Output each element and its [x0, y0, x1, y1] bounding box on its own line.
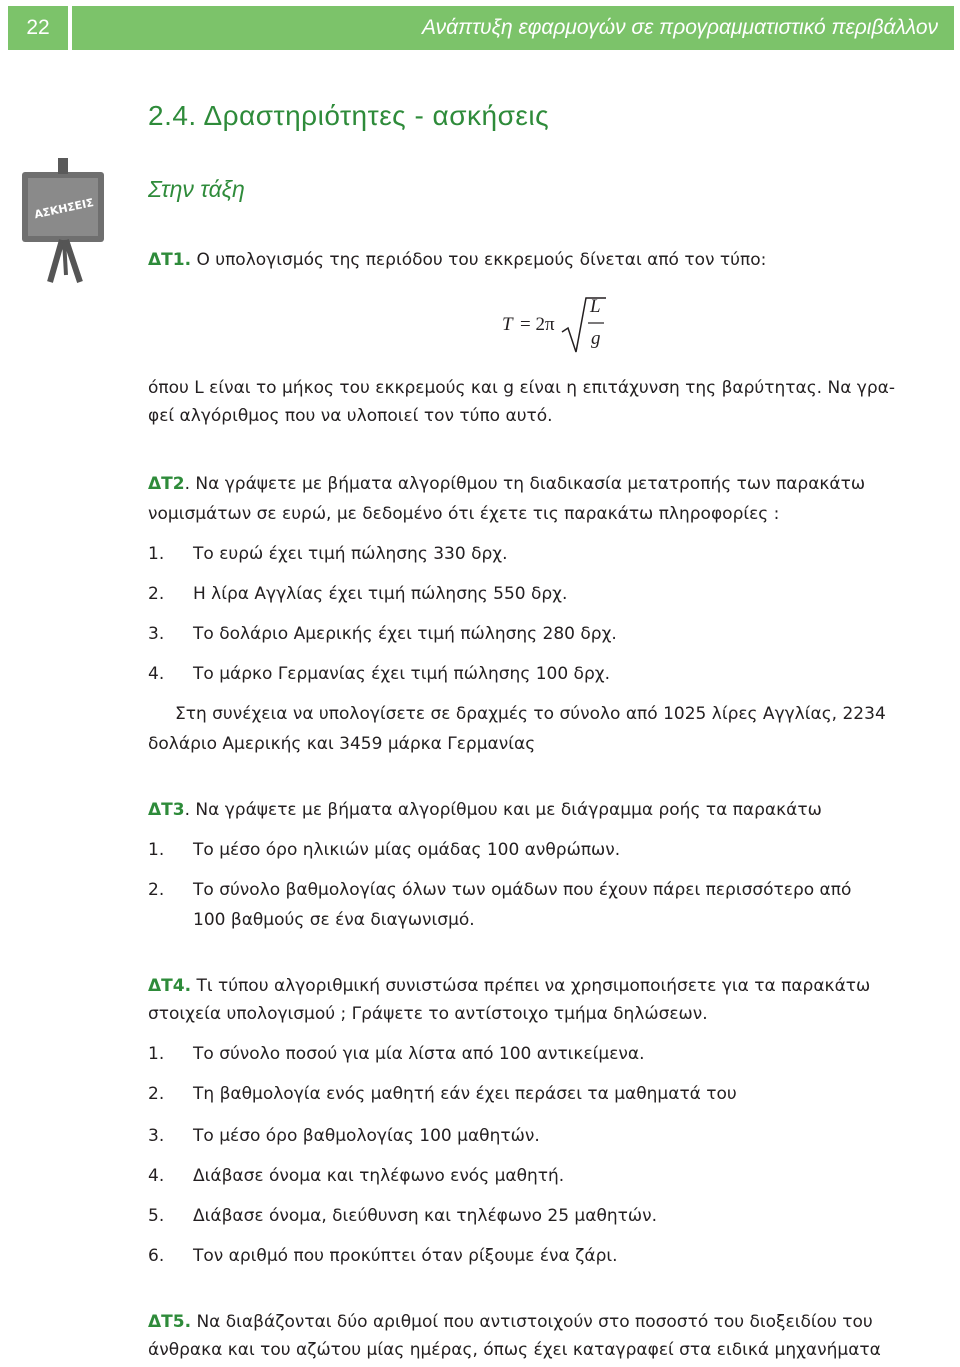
formula-lhs: T [502, 314, 513, 335]
t5-label: ΔΤ5. [148, 1312, 192, 1332]
page-header [0, 0, 960, 58]
item-number: 6. [148, 1246, 165, 1266]
header-bar [72, 6, 954, 50]
t1-text: Ο υπολογισμός της περιόδου του εκκρεμούς δίνεται από τον τύπο: [196, 250, 767, 270]
item-number: 5. [148, 1206, 165, 1226]
item-number: 4. [148, 1166, 165, 1186]
item-text: Η λίρα Αγγλίας έχει τιμή πώλησης 550 δρχ. [193, 584, 568, 604]
t3-intro [148, 800, 822, 820]
t5-text: Να διαβάζονται δύο αριθμοί που αντιστοιχούν στο ποσοστό του διοξειδίου του [196, 1312, 873, 1332]
item-number: 3. [148, 1126, 165, 1146]
list-item [148, 1166, 565, 1186]
list-item [148, 544, 508, 564]
page-number: 22 [8, 6, 68, 50]
item-text: Το μέσο όρο ηλικιών μίας ομάδας 100 ανθρώπων. [193, 840, 621, 860]
t2-line1 [148, 474, 865, 494]
t3-text: . Να γράψετε με βήματα αλγορίθμου και με διάγραμμα ροής τα παρακάτω [184, 800, 822, 820]
item-number: 1. [148, 544, 165, 564]
list-item [148, 1246, 618, 1266]
list-item [148, 840, 621, 860]
item-text: Το μάρκο Γερμανίας έχει τιμή πώλησης 100 δρχ. [193, 664, 610, 684]
t1-line1: όπου L είναι το μήκος του εκκρεμούς και g είναι η επιτάχυνση της βαρύτητας. Να γρα- [148, 378, 896, 398]
item-text: Το σύνολο βαθμολογίας όλων των ομάδων που έχουν πάρει περισσότερο από [193, 880, 852, 900]
formula-numerator: L [590, 296, 601, 317]
item-text: Διάβασε όνομα και τηλέφωνο ενός μαθητή. [193, 1166, 565, 1186]
item-number: 2. [148, 584, 165, 604]
easel-label: ΑΣΚΗΣΕΙΣ [33, 195, 95, 222]
t2-text: . Να γράψετε με βήματα αλγορίθμου τη διαδικασία μετατροπής των παρακάτω [184, 474, 866, 494]
t4-line2: στοιχεία υπολογισμού ; Γράψετε το αντίστοιχο τμήμα δηλώσεων. [148, 1004, 708, 1024]
formula-eq: = 2π [520, 314, 555, 335]
t5-line1 [148, 1312, 873, 1332]
item-text: Τη βαθμολογία ενός μαθητή εάν έχει περάσει τα μαθηματά του [193, 1084, 737, 1104]
t4-text: Τι τύπου αλγοριθμική συνιστώσα πρέπει να χρησιμοποιήσετε για τα παρακάτω [196, 976, 871, 996]
t1-intro [148, 250, 766, 270]
t4-line1 [148, 976, 870, 996]
item-number: 1. [148, 840, 165, 860]
item-text: Το σύνολο ποσού για μία λίστα από 100 αντικείμενα. [193, 1044, 645, 1064]
item-number: 2. [148, 1084, 165, 1104]
item-number: 2. [148, 880, 165, 900]
item-text: Το μέσο όρο βαθμολογίας 100 μαθητών. [193, 1126, 540, 1146]
list-item [148, 880, 852, 900]
running-title: Ανάπτυξη εφαρμογών σε προγραμματιστικό περιβάλλον [422, 16, 938, 39]
list-item [148, 1044, 645, 1064]
formula-denominator: g [591, 328, 601, 349]
list-item [148, 624, 617, 644]
t1-label: ΔΤ1. [148, 250, 192, 270]
t3-label: ΔΤ3 [148, 800, 185, 820]
item-text: Το δολάριο Αμερικής έχει τιμή πώλησης 280 δρχ. [193, 624, 617, 644]
t1-line2: φεί αλγόριθμος που να υλοποιεί τον τύπο αυτό. [148, 406, 553, 426]
t2-after-line2: δολάριο Αμερικής και 3459 μάρκα Γερμανίας [148, 734, 536, 754]
list-item [148, 1084, 737, 1104]
list-item [148, 584, 568, 604]
t2-label: ΔΤ2 [148, 474, 185, 494]
item-text: Διάβασε όνομα, διεύθυνση και τηλέφωνο 25 μαθητών. [193, 1206, 657, 1226]
pendulum-formula [502, 296, 622, 356]
t5-line2: άνθρακα και του αζώτου μίας ημέρας, όπως έχει καταγραφεί στα ειδικά μηχανήματα [148, 1340, 881, 1360]
list-item-continuation: 100 βαθμούς σε ένα διαγωνισμό. [193, 910, 475, 930]
t2-after-line1: Στη συνέχεια να υπολογίσετε σε δραχμές το σύνολο από 1025 λίρες Αγγλίας, 2234 [175, 704, 886, 724]
t4-label: ΔΤ4. [148, 976, 192, 996]
section-heading: 2.4. Δραστηριότητες - ασκήσεις [148, 100, 550, 131]
item-number: 4. [148, 664, 165, 684]
item-number: 1. [148, 1044, 165, 1064]
easel-icon [20, 150, 110, 285]
list-item [148, 1206, 657, 1226]
t2-line2: νομισμάτων σε ευρώ, με δεδομένο ότι έχετε τις παρακάτω πληροφορίες : [148, 504, 780, 524]
item-text: Τον αριθμό που προκύπτει όταν ρίξουμε ένα ζάρι. [193, 1246, 618, 1266]
list-item [148, 664, 610, 684]
item-number: 3. [148, 624, 165, 644]
item-text: Το ευρώ έχει τιμή πώλησης 330 δρχ. [193, 544, 508, 564]
list-item [148, 1126, 540, 1146]
subheading-in-class: Στην τάξη [148, 176, 245, 202]
